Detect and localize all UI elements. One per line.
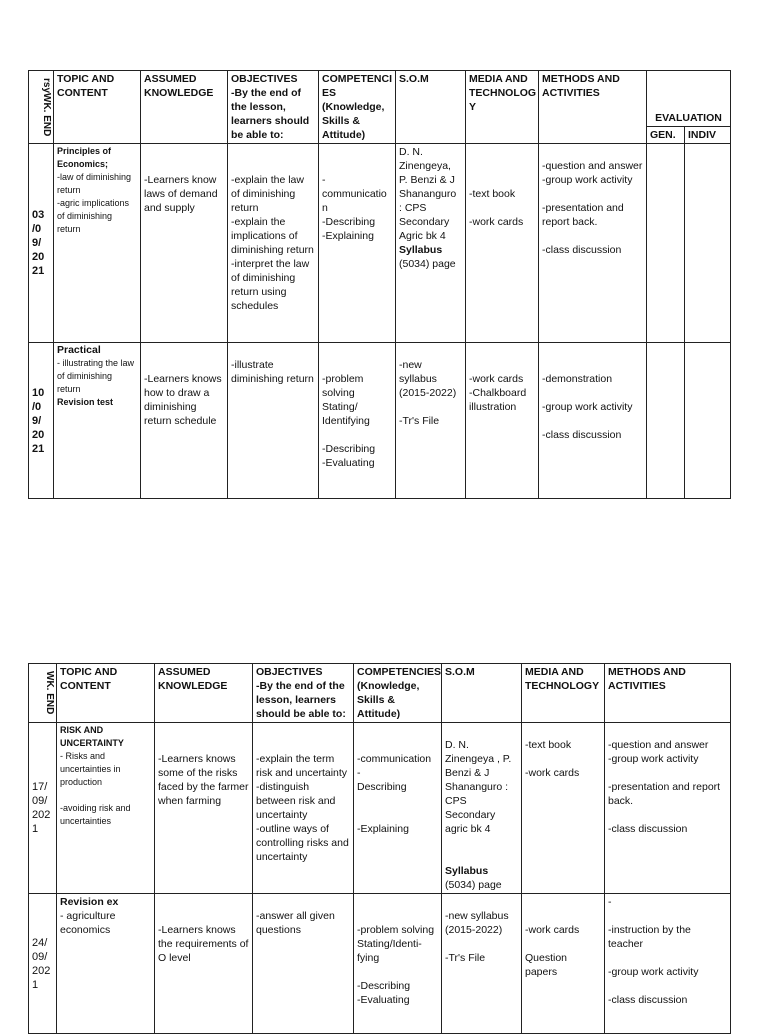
media-cell: -text book -work cards bbox=[522, 723, 605, 894]
som-page: (5034) page bbox=[445, 879, 502, 891]
header-topic: TOPIC AND CONTENT bbox=[54, 71, 141, 144]
som-syllabus: Syllabus bbox=[399, 244, 443, 256]
table-row bbox=[29, 343, 731, 499]
objectives-cell: -explain the term risk and uncertainty -distinguish between risk and uncertainty -outline ways of controlling risks and uncertainty bbox=[253, 723, 354, 894]
competencies-cell: -problem solving Stating/ Identifying -Describing -Evaluating bbox=[319, 343, 396, 499]
evaluation-gen-cell bbox=[647, 144, 685, 343]
topic-extra: Revision test bbox=[57, 397, 114, 407]
header-som: S.O.M bbox=[442, 664, 522, 723]
competencies-cell: - communicatio n -Describing -Explaining bbox=[319, 144, 396, 343]
objectives-cell: -explain the law of diminishing return -explain the implications of diminishing return -interpret the law of diminishing return using schedules bbox=[228, 144, 319, 343]
topic-cell bbox=[57, 723, 155, 894]
topic-cell bbox=[54, 343, 141, 499]
competencies-cell: -problem solving Stating/Identi-fying -Describing -Evaluating bbox=[354, 894, 442, 1034]
header-media: MEDIA AND TECHNOLOG Y bbox=[466, 71, 539, 144]
header-methods: METHODS AND ACTIVITIES bbox=[539, 71, 647, 144]
topic-body: - illustrating the law of diminishing return bbox=[57, 358, 135, 394]
competencies-cell: -communication - Describing -Explaining bbox=[354, 723, 442, 894]
topic-title: Practical bbox=[57, 344, 101, 356]
media-cell: -work cards -Chalkboard illustration bbox=[466, 343, 539, 499]
topic-body: - agriculture economics bbox=[60, 910, 116, 936]
week-date: 03 /0 9/ 20 21 bbox=[29, 144, 54, 343]
header-topic: TOPIC AND CONTENT bbox=[57, 664, 155, 723]
evaluation-indiv-cell bbox=[685, 144, 731, 343]
som-cell bbox=[442, 723, 522, 894]
header-wk-end: WK. END bbox=[29, 664, 57, 723]
table-row bbox=[29, 723, 731, 894]
som-page: (5034) page bbox=[399, 258, 456, 270]
header-evaluation-indiv: INDIV bbox=[685, 127, 731, 144]
assumed-knowledge-cell: -Learners knows how to draw a diminishing return schedule bbox=[141, 343, 228, 499]
header-methods: METHODS AND ACTIVITIES bbox=[605, 664, 731, 723]
header-assumed-knowledge: ASSUMED KNOWLEDGE bbox=[141, 71, 228, 144]
topic-title: Revision ex bbox=[60, 896, 119, 908]
header-objectives-text: OBJECTIVES -By the end of the lesson, learners should be able to: bbox=[231, 73, 310, 141]
week-date: 24/ 09/ 202 1 bbox=[29, 894, 57, 1034]
objectives-cell: -illustrate diminishing return bbox=[228, 343, 319, 499]
header-wk-end: rsyWK. END bbox=[29, 71, 54, 144]
header-assumed-knowledge: ASSUMED KNOWLEDGE bbox=[155, 664, 253, 723]
topic-body: -law of diminishing return -agric implications of diminishing return bbox=[57, 172, 132, 234]
som-text: D. N. Zinengeya , P. Benzi & J Shananguro : CPS Secondary agric bk 4 bbox=[445, 739, 512, 835]
header-evaluation: EVALUATION bbox=[647, 71, 731, 127]
methods-cell: - -instruction by the teacher -group work activity -class discussion bbox=[605, 894, 731, 1034]
evaluation-indiv-cell bbox=[685, 343, 731, 499]
media-cell: -text book -work cards bbox=[466, 144, 539, 343]
objectives-cell: -answer all given questions bbox=[253, 894, 354, 1034]
table-row bbox=[29, 894, 731, 1034]
header-competencies: COMPETENCI ES (Knowledge, Skills & Attitude) bbox=[319, 71, 396, 144]
topic-cell bbox=[57, 894, 155, 1034]
topic-title: Principles of Economics; bbox=[57, 146, 112, 169]
assumed-knowledge-cell: -Learners knows some of the risks faced by the farmer when farming bbox=[155, 723, 253, 894]
header-objectives bbox=[253, 664, 354, 723]
som-syllabus: Syllabus bbox=[445, 865, 489, 877]
som-cell bbox=[396, 144, 466, 343]
scheme-table-week-1 bbox=[28, 70, 731, 499]
methods-cell: -question and answer -group work activity -presentation and report back. -class discussion bbox=[605, 723, 731, 894]
scheme-table-week-2 bbox=[28, 663, 731, 1034]
topic-body: - Risks and uncertainties in production -avoiding risk and uncertainties bbox=[60, 751, 131, 826]
header-evaluation-gen: GEN. bbox=[647, 127, 685, 144]
header-competencies: COMPETENCIES (Knowledge, Skills & Attitude) bbox=[354, 664, 442, 723]
som-cell: -new syllabus (2015-2022) -Tr's File bbox=[396, 343, 466, 499]
topic-title: RISK AND UNCERTAINTY bbox=[60, 725, 124, 748]
table-row bbox=[29, 144, 731, 343]
header-objectives-text: OBJECTIVES -By the end of the lesson, learners should be able to: bbox=[256, 666, 346, 720]
methods-cell: -question and answer -group work activity -presentation and report back. -class discussion bbox=[539, 144, 647, 343]
evaluation-gen-cell bbox=[647, 343, 685, 499]
assumed-knowledge-cell: -Learners know laws of demand and supply bbox=[141, 144, 228, 343]
header-som: S.O.M bbox=[396, 71, 466, 144]
header-media: MEDIA AND TECHNOLOGY bbox=[522, 664, 605, 723]
media-cell: -work cards Question papers bbox=[522, 894, 605, 1034]
week-date: 17/ 09/ 202 1 bbox=[29, 723, 57, 894]
header-objectives bbox=[228, 71, 319, 144]
week-date: 10 /0 9/ 20 21 bbox=[29, 343, 54, 499]
topic-cell bbox=[54, 144, 141, 343]
assumed-knowledge-cell: -Learners knows the requirements of O level bbox=[155, 894, 253, 1034]
som-text: D. N. Zinengeya, P. Benzi & J Shananguro : CPS Secondary Agric bk 4 bbox=[399, 146, 457, 242]
som-cell: -new syllabus (2015-2022) -Tr's File bbox=[442, 894, 522, 1034]
methods-cell: -demonstration -group work activity -class discussion bbox=[539, 343, 647, 499]
